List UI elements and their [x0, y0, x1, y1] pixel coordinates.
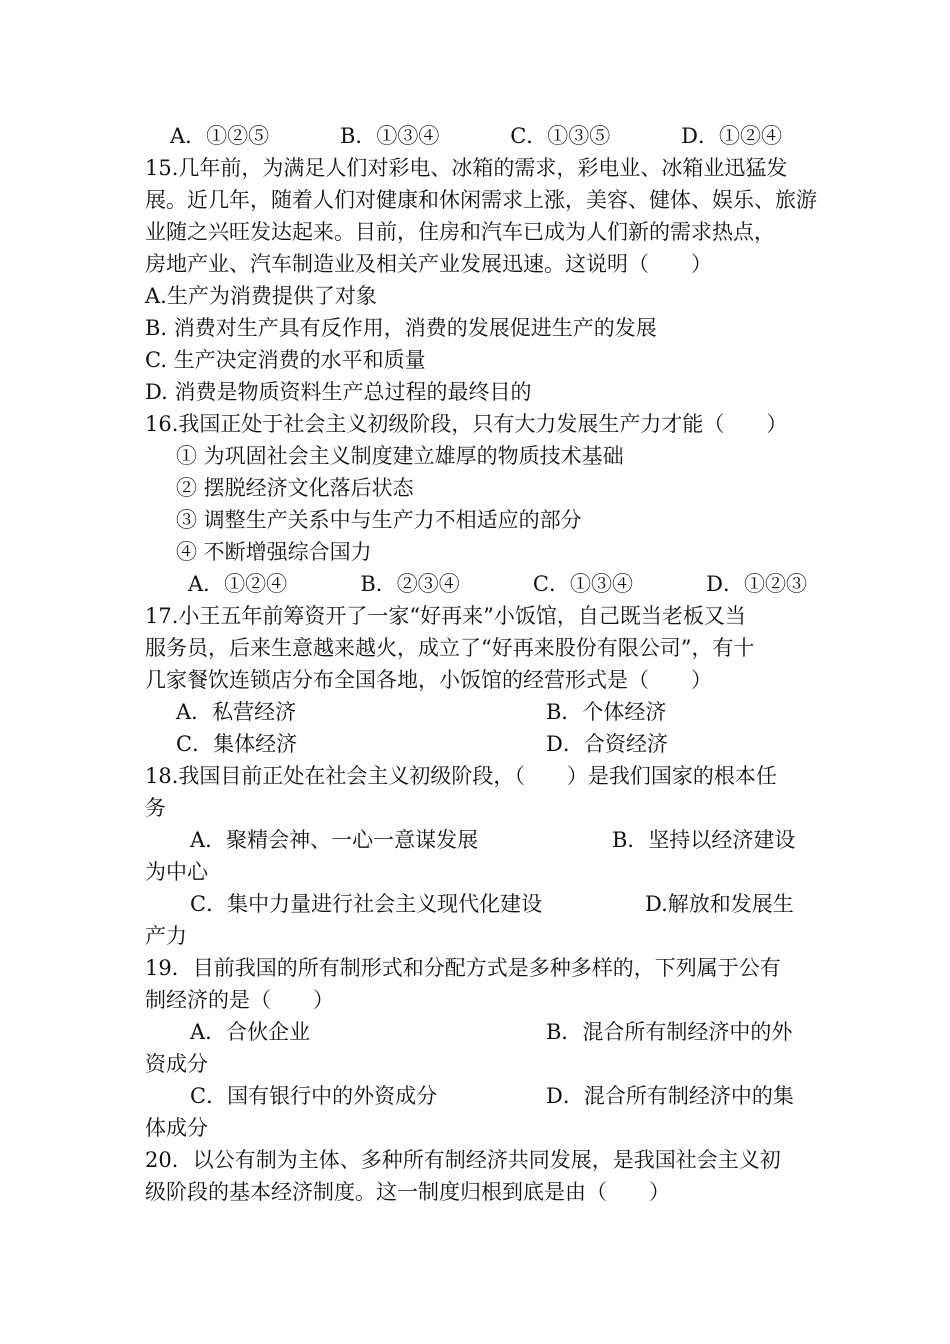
q14-options [170, 120, 782, 152]
option-b: B．②③④ [360, 572, 460, 596]
q17-stem-line: 17.小王五年前筹资开了一家“好再来”小饭馆，自己既当老板又当 [145, 604, 746, 628]
q16-item-4: ④ 不断增强综合国力 [176, 540, 372, 564]
q15-stem-line: 展。近几年，随着人们对健康和休闲需求上涨，美容、健体、娱乐、旅游 [145, 188, 817, 212]
q15-stem-line: 业随之兴旺发达起来。目前，住房和汽车已成为人们新的需求热点， [145, 220, 775, 244]
option-c: C．集中力量进行社会主义现代化建设 [190, 892, 543, 916]
option-c: C．①③⑤ [510, 124, 611, 148]
q18-option-d-continued: 产力 [145, 924, 187, 948]
option-d: D.解放和发展生 [645, 892, 794, 916]
q18-options-row-2 [190, 888, 807, 920]
q19-options-row-2 [190, 1080, 807, 1112]
q15-option-b: B. 消费对生产具有反作用，消费的发展促进生产的发展 [145, 316, 657, 340]
option-b: B．①③④ [339, 124, 440, 148]
option-c: C．国有银行中的外资成分 [190, 1084, 438, 1108]
q16-item-2: ② 摆脱经济文化落后状态 [176, 476, 414, 500]
option-a: A．合伙企业 [190, 1020, 311, 1044]
q15-option-a: A.生产为消费提供了对象 [145, 284, 377, 308]
option-b: B．坚持以经济建设 [612, 828, 796, 852]
q19-options-row-1 [190, 1016, 807, 1048]
option-a: A．聚精会神、一心一意谋发展 [190, 828, 479, 852]
q17-options-row-2 [176, 728, 807, 760]
q19-option-b-continued: 资成分 [145, 1052, 208, 1076]
option-d: D．合资经济 [546, 732, 668, 756]
q16-options [188, 568, 807, 600]
q18-option-b-continued: 为中心 [145, 860, 208, 884]
q16-stem: 16.我国正处于社会主义初级阶段，只有大力发展生产力才能（ ） [145, 412, 788, 436]
q18-options-row-1 [190, 824, 807, 856]
option-c: C．集体经济 [176, 732, 298, 756]
q19-stem-line: 制经济的是（ ） [145, 988, 334, 1012]
option-b: B．个体经济 [546, 700, 667, 724]
option-d: D．①②③ [706, 572, 807, 596]
option-a: A．①②④ [188, 572, 288, 596]
q15-stem-line: 房地产业、汽车制造业及相关产业发展迅速。这说明（ ） [145, 252, 712, 276]
q17-stem-line: 服务员，后来生意越来越火，成立了“好再来股份有限公司”，有十 [145, 636, 755, 660]
q20-stem-line: 20．以公有制为主体、多种所有制经济共同发展，是我国社会主义初 [145, 1148, 781, 1172]
option-b: B．混合所有制经济中的外 [546, 1020, 793, 1044]
q18-stem-line: 18.我国目前正处在社会主义初级阶段，（ ）是我们国家的根本任 [145, 764, 777, 788]
q16-item-3: ③ 调整生产关系中与生产力不相适应的部分 [176, 508, 582, 532]
q16-item-1: ① 为巩固社会主义制度建立雄厚的物质技术基础 [176, 444, 624, 468]
option-a: A．①②⑤ [170, 124, 270, 148]
q19-stem-line: 19．目前我国的所有制形式和分配方式是多种多样的，下列属于公有 [145, 956, 781, 980]
q15-option-c: C. 生产决定消费的水平和质量 [145, 348, 426, 372]
q17-stem-line: 几家餐饮连锁店分布全国各地，小饭馆的经营形式是（ ） [145, 668, 712, 692]
q17-options-row-1 [176, 696, 807, 728]
q20-stem-line: 级阶段的基本经济制度。这一制度归根到底是由（ ） [145, 1180, 670, 1204]
q19-option-d-continued: 体成分 [145, 1116, 208, 1140]
q15-option-d: D. 消费是物质资料生产总过程的最终目的 [145, 380, 532, 404]
option-d: D．混合所有制经济中的集 [546, 1084, 794, 1108]
q15-stem-line: 15.几年前，为满足人们对彩电、冰箱的需求，彩电业、冰箱业迅猛发 [145, 156, 788, 180]
q18-stem-line: 务 [145, 796, 166, 820]
option-d: D．①②④ [681, 124, 782, 148]
option-a: A．私营经济 [176, 700, 297, 724]
option-c: C．①③④ [532, 572, 633, 596]
